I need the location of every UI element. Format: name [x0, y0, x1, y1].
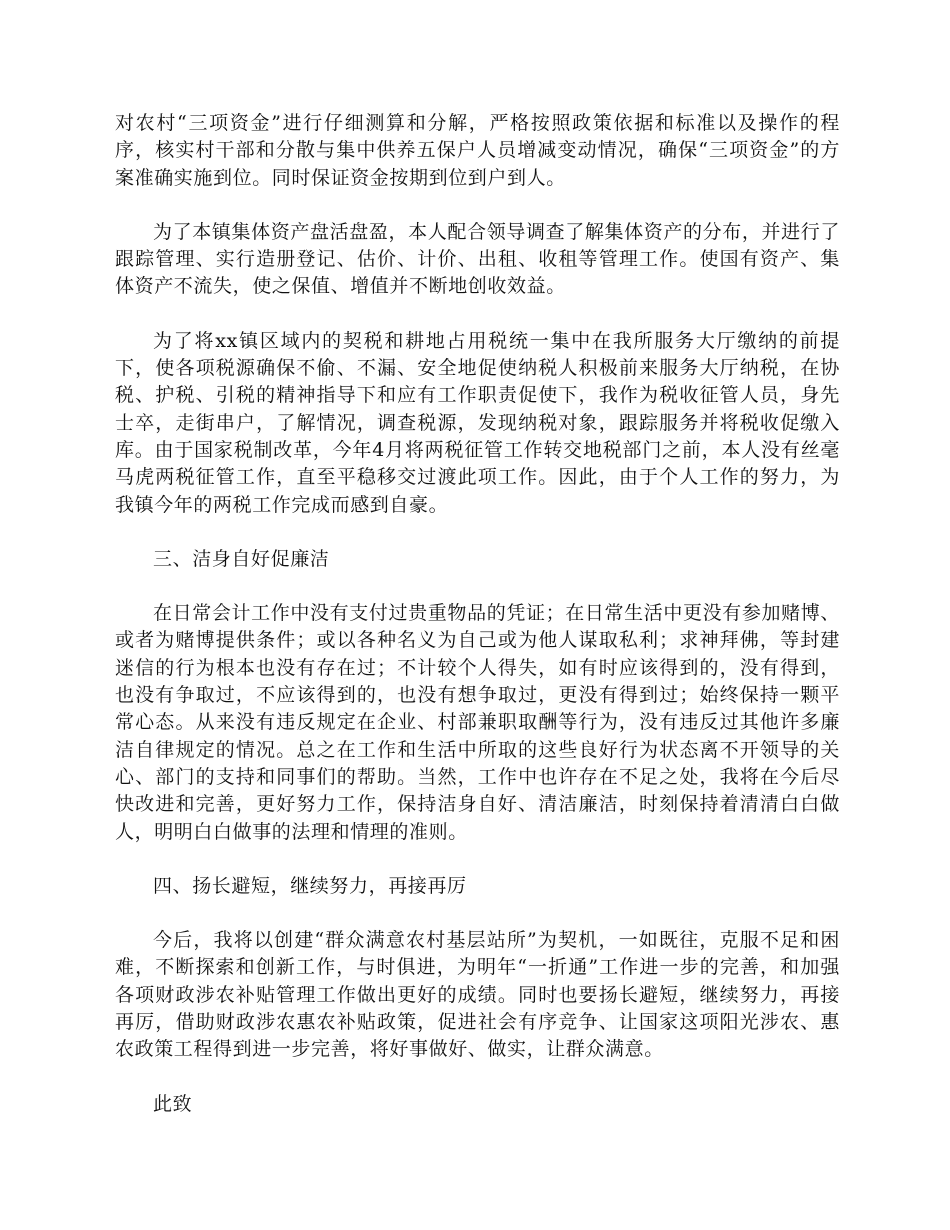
section-heading-integrity: 三、洁身自好促廉洁: [153, 547, 330, 570]
paragraph-funds-verification: 对农村“三项资金”进行仔细测算和分解，严格按照政策依据和标准以及操作的程序，核实村干部和分散与集中供养五保户人员增减变动情况，确保“三项资金”的方案准确实施到位。同时保证资金按期到位到户到人。: [115, 112, 840, 189]
paragraph-collective-assets: 为了本镇集体资产盘活盘盈，本人配合领导调查了解集体资产的分布，并进行了跟踪管理、实行造册登记、估价、计价、出租、收租等管理工作。使国有资产、集体资产不流失，使之保值、增值并不断地创收效益。: [115, 220, 840, 298]
section-heading-improvement: 四、扬长避短，继续努力，再接再厉: [153, 874, 467, 897]
closing-salutation: 此致: [153, 1092, 193, 1115]
document-body: [115, 110, 840, 1145]
paragraph-future-plans: 今后，我将以创建“群众满意农村基层站所”为契机，一如既往，克服不足和困难，不断探索和创新工作，与时俱进，为明年“一折通”工作进一步的完善，和加强各项财政涉农补贴管理工作做出更好的成绩。同时也要扬长避短，继续努力，再接再厉，借助财政涉农惠农补贴政策，促进社会有序竞争、让国家这项阳光涉农、惠农政策工程得到进一步完善，将好事做好、做实，让群众满意。: [115, 929, 840, 1061]
paragraph-integrity: 在日常会计工作中没有支付过贵重物品的凭证；在日常生活中更没有参加赌博、或者为赌博提供条件；或以各种名义为自己或为他人谋取私利；求神拜佛，等封建迷信的行为根本也没有存在过；不计较个人得失，如有时应该得到的，没有得到，也没有争取过，不应该得到的，也没有想争取过，更没有得到过；始终保持一颗平常心态。从来没有违反规定在企业、村部兼职取酬等行为，没有违反过其他许多廉洁自律规定的情况。总之在工作和生活中所取的这些良好行为状态离不开领导的关心、部门的支持和同事们的帮助。当然，工作中也许存在不足之处，我将在今后尽快改进和完善，更好努力工作，保持洁身自好、清洁廉洁，时刻保持着清清白白做人，明明白白做事的法理和情理的准则。: [115, 602, 840, 843]
paragraph-tax-collection: 为了将xx镇区域内的契税和耕地占用税统一集中在我所服务大厅缴纳的前提下，使各项税源确保不偷、不漏、安全地促使纳税人积极前来服务大厅纳税，在协税、护税、引税的精神指导下和应有工作职责促使下，我作为税收征管人员，身先士卒，走街串户，了解情况，调查税源，发现纳税对象，跟踪服务并将税收促缴入库。由于国家税制改革，今年4月将两税征管工作转交地税部门之前，本人没有丝毫马虎两税征管工作，直至平稳移交过渡此项工作。因此，由于个人工作的努力，为我镇今年的两税工作完成而感到自豪。: [115, 329, 840, 516]
